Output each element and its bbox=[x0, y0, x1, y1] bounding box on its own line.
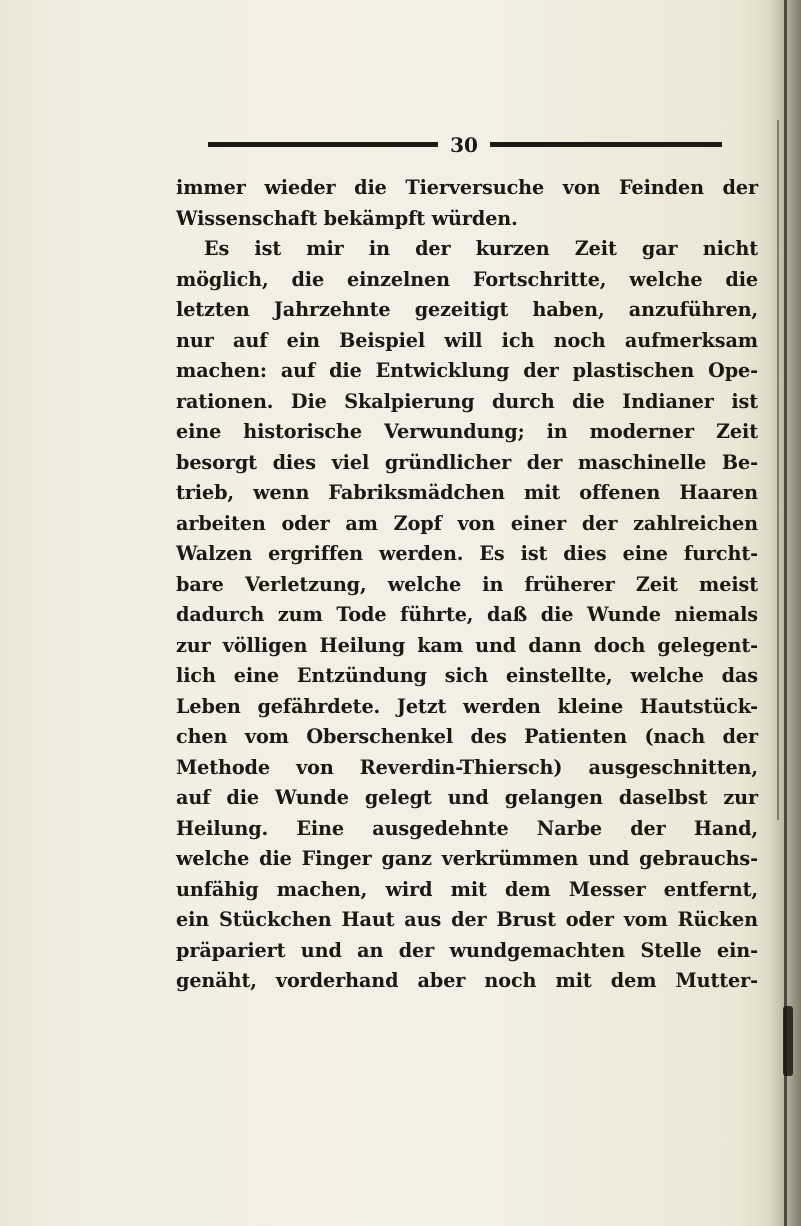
text-line: Es ist mir in der kurzen Zeit gar nicht bbox=[204, 237, 758, 260]
header-rule-left bbox=[208, 142, 438, 147]
text-line: Leben gefährdete. Jetzt werden kleine Hautstück- bbox=[176, 694, 758, 718]
text-line: welche die Finger ganz verkrümmen und gebrauchs- bbox=[176, 847, 758, 870]
page-header bbox=[208, 132, 720, 162]
page-number: 30 bbox=[450, 133, 478, 157]
text-line: genäht, vorderhand aber noch mit dem Mutter- bbox=[176, 969, 758, 992]
text-line: immer wieder die Tierversuche von Feinden der bbox=[176, 176, 758, 199]
text-line: präpariert und an der wundgemachten Stelle ein- bbox=[176, 938, 758, 962]
text-line: machen: auf die Entwicklung der plastischen Ope- bbox=[176, 359, 758, 382]
text-line: letzten Jahrzehnte gezeitigt haben, anzuführen, bbox=[176, 298, 758, 321]
text-line: unfähig machen, wird mit dem Messer entfernt, bbox=[176, 877, 758, 901]
text-line: bare Verletzung, welche in früherer Zeit meist bbox=[176, 572, 758, 596]
text-line: lich eine Entzündung sich einstellte, welche das bbox=[176, 664, 758, 687]
text-line: trieb, wenn Fabriksmädchen mit offenen Haaren bbox=[176, 481, 758, 504]
text-line: Methode von Reverdin-Thiersch) ausgeschnitten, bbox=[176, 755, 758, 779]
text-line: dadurch zum Tode führte, daß die Wunde niemals bbox=[176, 603, 758, 626]
text-line: ein Stückchen Haut aus der Brust oder vom Rücken bbox=[176, 908, 758, 931]
text-line: Heilung. Eine ausgedehnte Narbe der Hand, bbox=[176, 816, 758, 840]
text-line: nur auf ein Beispiel will ich noch aufmerksam bbox=[176, 328, 758, 352]
text-line: Wissenschaft bekämpft würden. bbox=[176, 206, 518, 230]
text-line: möglich, die einzelnen Fortschritte, welche die bbox=[176, 267, 758, 291]
binding-edge-line-secondary bbox=[777, 120, 779, 820]
text-line: auf die Wunde gelegt und gelangen daselbst zur bbox=[176, 786, 758, 809]
body-text bbox=[176, 173, 758, 997]
page-edge-blemish bbox=[783, 1006, 793, 1076]
text-line: chen vom Oberschenkel des Patienten (nach der bbox=[176, 725, 758, 748]
text-line: rationen. Die Skalpierung durch die Indianer ist bbox=[176, 389, 758, 413]
text-line: Walzen ergriffen werden. Es ist dies eine furcht- bbox=[176, 542, 758, 565]
text-line: zur völligen Heilung kam und dann doch gelegent- bbox=[176, 633, 758, 657]
header-rule-right bbox=[490, 142, 722, 147]
text-line: arbeiten oder am Zopf von einer der zahlreichen bbox=[176, 511, 758, 535]
text-line: besorgt dies viel gründlicher der maschinelle Be- bbox=[176, 450, 758, 474]
text-line: eine historische Verwundung; in moderner Zeit bbox=[176, 420, 758, 443]
